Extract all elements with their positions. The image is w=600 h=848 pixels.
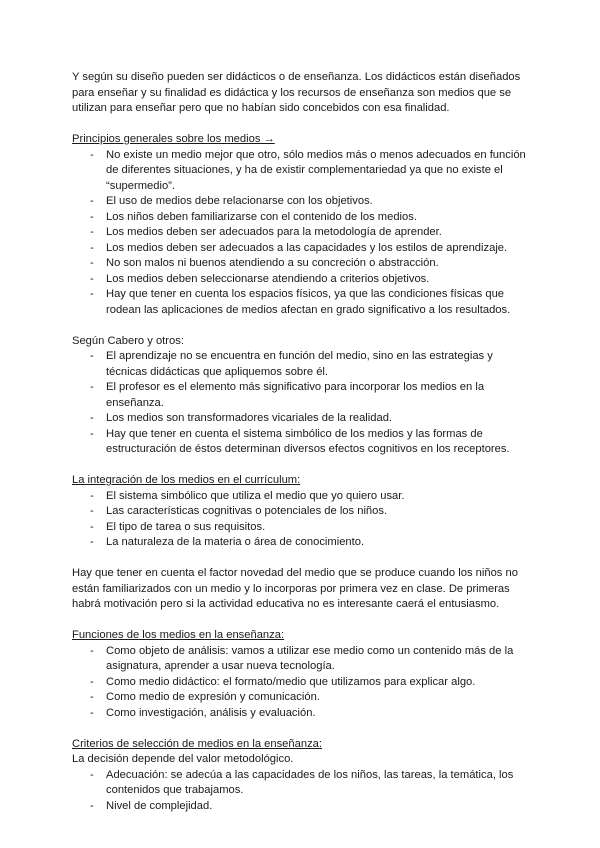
funciones-heading: Funciones de los medios en la enseñanza:	[72, 629, 285, 641]
integracion-list	[72, 489, 530, 551]
list-item: - Como medio de expresión y comunicación.	[90, 691, 320, 703]
integracion-heading: La integración de los medios en el currículum:	[72, 474, 301, 486]
criterios-heading: Criterios de selección de medios en la enseñanza:	[72, 737, 322, 750]
intro-paragraph: Y según su diseño pueden ser didácticos o de enseñanza. Los didácticos están diseñados para enseñar y su finalidad es didáctica y los recursos de enseñanza son medios que se utilizan para enseñar pero que no habían sido concebidos con esa finalidad.	[72, 71, 521, 114]
list-item: - Los medios son transformadores vicariales de la realidad.	[90, 412, 393, 424]
list-item: - No son malos ni buenos atendiendo a su concreción o abstracción.	[90, 257, 439, 269]
list-item: - Las características cognitivas o potenciales de los niños.	[90, 505, 388, 517]
novedad-paragraph: Hay que tener en cuenta el factor novedad del medio que se produce cuando los niños no están familiarizados con un medio y lo incorporas por primera vez en clase. De primeras habrá motivación pero si la actividad educativa no es interesante caerá el entusiasmo.	[72, 567, 518, 610]
list-item: - La naturaleza de la materia o área de conocimiento.	[90, 536, 365, 548]
list-item: - No existe un medio mejor que otro, sólo medios más o menos adecuados en función de diferentes situaciones, y ha de existir complementariedad ya que no existe el “supermedio”.	[90, 148, 526, 192]
list-item: - El aprendizaje no se encuentra en función del medio, sino en las estrategias y técnicas didácticas que apliquemos sobre él.	[90, 350, 493, 378]
list-item: - El sistema simbólico que utiliza el medio que yo quiero usar.	[90, 489, 405, 502]
list-item: - Hay que tener en cuenta los espacios físicos, ya que las condiciones físicas que rodean las aplicaciones de medios afectan en grado significativo a los resultados.	[90, 288, 511, 316]
document-page	[72, 70, 530, 814]
list-item: - Nivel de complejidad.	[90, 799, 213, 812]
list-item: - Los medios deben seleccionarse atendiendo a criterios objetivos.	[90, 272, 430, 285]
list-item: - El profesor es el elemento más significativo para incorporar los medios en la enseñanza.	[90, 381, 485, 409]
list-item: - El tipo de tarea o sus requisitos.	[90, 520, 266, 533]
list-item: - Adecuación: se adecúa a las capacidades de los niños, las tareas, la temática, los contenidos que trabajamos.	[90, 768, 514, 796]
list-item: - Como objeto de análisis: vamos a utilizar ese medio como un contenido más de la asignatura, aprender a usar nueva tecnología.	[90, 644, 514, 672]
list-item: - Los medios deben ser adecuados a las capacidades y los estilos de aprendizaje.	[90, 241, 508, 254]
list-item: - Los niños deben familiarizarse con el contenido de los medios.	[90, 210, 417, 223]
principios-heading: Principios generales sobre los medios →	[72, 133, 275, 145]
criterios-list	[72, 768, 530, 815]
list-item: - Como investigación, análisis y evaluación.	[90, 706, 316, 719]
cabero-heading: Según Cabero y otros:	[72, 334, 184, 347]
funciones-list	[72, 644, 530, 722]
principios-list	[72, 148, 530, 319]
list-item: - Los medios deben ser adecuados para la metodología de aprender.	[90, 226, 442, 238]
cabero-list	[72, 349, 530, 458]
list-item: - Hay que tener en cuenta el sistema simbólico de los medios y las formas de estructuración de éstos determinan diversos efectos cognitivos en los receptores.	[90, 427, 510, 455]
criterios-subtitle: La decisión depende del valor metodológico.	[72, 753, 294, 765]
list-item: - Como medio didáctico: el formato/medio que utilizamos para explicar algo.	[90, 675, 476, 688]
list-item: - El uso de medios debe relacionarse con los objetivos.	[90, 195, 373, 207]
